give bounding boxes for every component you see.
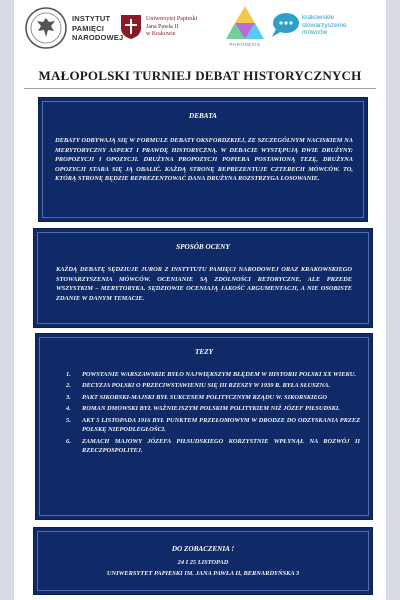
list-item: 2. DECYZJA POLSKI O PRZECIWSTAWIENIU SIĘ III RZESZY W 1939 R. BYŁA SŁUSZNA. bbox=[66, 382, 331, 390]
debata-body: DEBATY ODBYWAJĄ SIĘ W FORMULE DEBATY OKSFORDZKIEJ, ZE SZCZEGÓLNYM NACISKIEM NA MERYTORYCZNY ASPEKT I PRAWDĘ HISTORYCZNĄ. W DEBACIE WYSTĘPUJĄ DWIE DRUŻYNY: PROPOZYCJI I OPOZYCJI. DRUŻYNA PROPOZYCJI POPIERA POSTAWIONĄ TEZĘ, DRUŻYNA OPOZYCJI STARA SIĘ JĄ OBALIĆ. KAŻDĄ STRONĘ REPREZENTUJE CZTERECH MÓWCÓW. TO, KTÓRĄ STRONĘ BĘDZIE REPREZENTOWAĆ DANA DRUŻYNA ROZSTRZYGA LOSOWANIE. bbox=[55, 137, 353, 183]
tezy-section bbox=[35, 333, 373, 520]
ks-logo bbox=[270, 12, 382, 42]
sposob-oceny-section bbox=[33, 228, 373, 328]
title-divider bbox=[24, 88, 376, 89]
upjp-crest-icon bbox=[120, 14, 142, 40]
phronesis-logo-text: PHRONESIS bbox=[229, 42, 261, 47]
list-item: 6. ZAMACH MAJOWY JÓZEFA PIŁSUDSKIEGO KORZYSTNIE WPŁYNĄŁ NA ROZWÓJ II RZECZPOSPOLITEJ. bbox=[66, 437, 360, 455]
page-title: MAŁOPOLSKI TURNIEJ DEBAT HISTORYCZNYCH bbox=[38, 68, 362, 83]
tezy-list bbox=[66, 370, 360, 458]
ipn-logo bbox=[24, 6, 124, 52]
phronesis-triangle-icon bbox=[224, 4, 266, 42]
list-item: 3. PAKT SIKORSKI-MAJSKI BYŁ SUKCESEM POLITYCZNYM RZĄDU W. SIKORSKIEGO bbox=[66, 393, 328, 401]
speech-bubble-icon bbox=[270, 12, 300, 38]
upjp-logo-text: Uniwersytet Papieski Jana Pawła II w Krakowie bbox=[146, 16, 198, 37]
upjp-logo bbox=[120, 14, 218, 48]
poster-page bbox=[14, 0, 386, 600]
list-item: 4. ROMAN DMOWSKI BYŁ WAŻNIEJSZYM POLSKIM POLITYKIEM NIŻ JÓZEF PIŁSUDSKI. bbox=[66, 405, 340, 413]
list-item: 1. POWSTANIE WARSZAWSKIE BYŁO NAJWIĘKSZYM BŁĘDEM W HISTORII POLSKI XX WIEKU. bbox=[66, 371, 356, 378]
debata-heading: DEBATA bbox=[189, 112, 217, 120]
event-date: 24 I 25 LISTOPAD bbox=[177, 559, 229, 566]
do-zobaczenia-section bbox=[33, 527, 373, 595]
debata-section bbox=[38, 97, 368, 222]
tezy-heading: TEZY bbox=[195, 348, 213, 356]
ipn-logo-text: INSTYTUT PAMIĘCI NARODOWEJ bbox=[72, 14, 124, 42]
ks-logo-text: krakowskie stowarzyszenie mówców bbox=[302, 14, 347, 36]
sposob-oceny-heading: SPOSÓB OCENY bbox=[176, 243, 230, 251]
phronesis-logo bbox=[224, 4, 266, 50]
ipn-eagle-seal-icon bbox=[24, 6, 68, 50]
list-item: 5. AKT 5 LISTOPADA 1916 BYŁ PUNKTEM PRZEŁOMOWYM W DRODZE DO ODZYSKANIA PRZEZ POLSKĘ NIEPODLEGŁOŚCI. bbox=[66, 416, 360, 434]
sposob-oceny-body: KAŻDĄ DEBATĘ SĘDZIUJE JUROR Z INSTYTUTU PAMIĘCI NARODOWEJ ORAZ KRAKOWSKIEGO STOWARZYSZENIA MÓWCÓW. OCENIANIE SĄ ZDOLNOŚCI RETORYCZNE, ALE PRZEDE WSZYSTKIM – MERYTORYKA. SĘDZIOWIE OCENIAJĄ JAKOŚĆ ARGUMENTACJI, A NIE OSOBISTE ZDANIE W DANYM TEMACIE. bbox=[56, 266, 352, 302]
event-location: UNIWERSYTET PAPIESKI IM. JANA PAWŁA II, BERNARDYŃSKA 3 bbox=[106, 570, 300, 577]
do-zobaczenia-heading: DO ZOBACZENIA ! bbox=[171, 545, 235, 553]
